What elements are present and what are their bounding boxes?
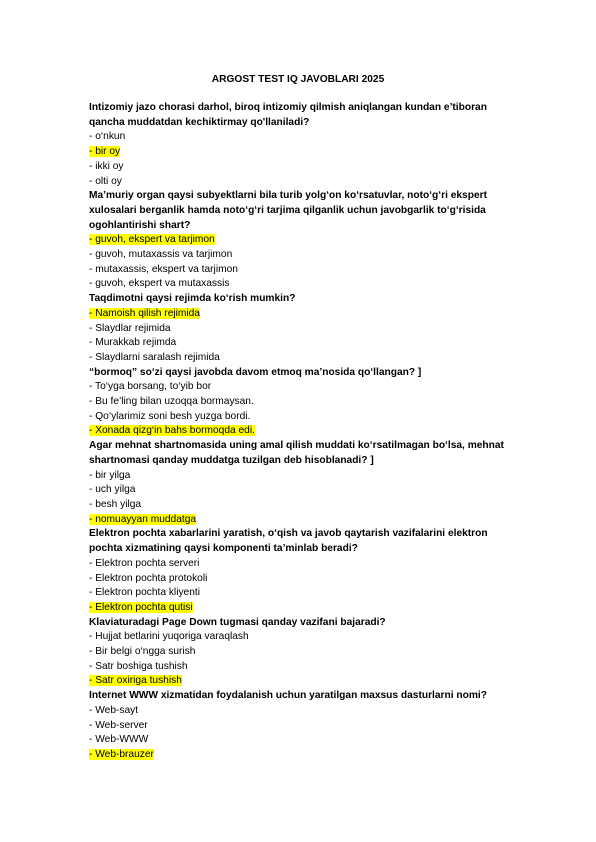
- answer-option: - Satr boshiga tushish: [89, 660, 188, 672]
- answer-option: - Web-sayt: [89, 704, 139, 716]
- question-text: “bormoq” so‘zi qaysi javobda davom etmoq ma’nosida qo‘llangan? ]: [89, 366, 422, 378]
- answer-option: - Qo‘ylarimiz soni besh yuzga bordi.: [89, 410, 251, 422]
- answer-option-correct: - Namoish qilish rejimida: [89, 307, 200, 319]
- answer-option: - Web-WWW: [89, 734, 149, 746]
- answer-option: - Bir belgi o‘ngga surish: [89, 646, 196, 658]
- answer-option-correct: - Xonada qizg‘in bahs bormoqda edi.: [89, 425, 255, 437]
- answer-option-correct: - Satr oxiriga tushish: [89, 675, 182, 687]
- question-block: [89, 189, 519, 292]
- document-body: [89, 101, 519, 763]
- answer-option: - o‘nkun: [89, 131, 126, 143]
- question-block: [89, 616, 519, 690]
- question-text: Ma’muriy organ qaysi subyektlarni bila turib yolg‘on ko‘rsatuvlar, noto‘g‘ri ekspert xulosalari berganlik hamda noto‘g‘ri tarjima qilganlik uchun javobgarlik to‘g‘risida ogohlantirishi shart?: [89, 190, 487, 231]
- question-text: Elektron pochta xabarlarini yaratish, o‘qish va javob qaytarish vazifalarini elektron pochta xizmatining qaysi komponenti ta’minlab beradi?: [89, 528, 488, 555]
- document-title: ARGOST TEST IQ JAVOBLARI 2025: [211, 74, 385, 85]
- answer-option: - Elektron pochta serveri: [89, 557, 200, 569]
- question-block: [89, 292, 519, 366]
- question-text: Internet WWW xizmatidan foydalanish uchun yaratilgan maxsus dasturlarni nomi?: [89, 690, 487, 702]
- question-block: [89, 101, 519, 189]
- question-text: Agar mehnat shartnomasida uning amal qilish muddati ko‘rsatilmagan bo‘lsa, mehnat shartnomasi qanday muddatga tuzilgan deb hisoblanadi? ]: [89, 440, 504, 466]
- answer-option-correct: - Elektron pochta qutisi: [89, 601, 193, 613]
- answer-option: - Hujjat betlarini yuqoriga varaqlash: [89, 631, 249, 643]
- answer-option-correct: - nomuayyan muddatga: [89, 513, 197, 525]
- answer-option: - Slaydlar rejimida: [89, 322, 171, 334]
- answer-option: - Elektron pochta kliyenti: [89, 587, 200, 599]
- question-block: [89, 366, 519, 440]
- answer-option: - mutaxassis, ekspert va tarjimon: [89, 263, 238, 275]
- answer-option: - uch yilga: [89, 484, 136, 496]
- question-text: Klaviaturadagi Page Down tugmasi qanday vazifani bajaradi?: [89, 616, 386, 628]
- answer-option: - besh yilga: [89, 498, 142, 510]
- answer-option: - Murakkab rejimda: [89, 337, 177, 349]
- answer-option: - Slaydlarni saralash rejimida: [89, 351, 220, 363]
- answer-option: - Web-server: [89, 719, 148, 731]
- answer-option: - bir yilga: [89, 469, 131, 481]
- answer-option: - To‘yga borsang, to‘yib bor: [89, 381, 212, 393]
- question-text: Intizomiy jazo chorasi darhol, biroq intizomiy qilmish aniqlangan kundan e’tiboran qancha muddatdan kechiktirmay qo'llaniladi?: [89, 102, 487, 128]
- answer-option-correct: - guvoh, ekspert va tarjimon: [89, 234, 215, 246]
- answer-option: - olti oy: [89, 175, 122, 187]
- answer-option: - guvoh, ekspert va mutaxassis: [89, 278, 230, 290]
- answer-option: - Bu fe’ling bilan uzoqqa bormaysan.: [89, 396, 254, 408]
- answer-option: - ikki oy: [89, 160, 124, 172]
- answer-option-correct: - Web-brauzer: [89, 748, 154, 760]
- question-block: [89, 527, 519, 615]
- answer-option: - guvoh, mutaxassis va tarjimon: [89, 249, 233, 261]
- question-block: [89, 689, 519, 763]
- answer-option: - Elektron pochta protokoli: [89, 572, 208, 584]
- question-block: [89, 439, 519, 527]
- answer-option-correct: - bir oy: [89, 146, 121, 158]
- question-text: Taqdimotni qaysi rejimda ko‘rish mumkin?: [89, 293, 296, 305]
